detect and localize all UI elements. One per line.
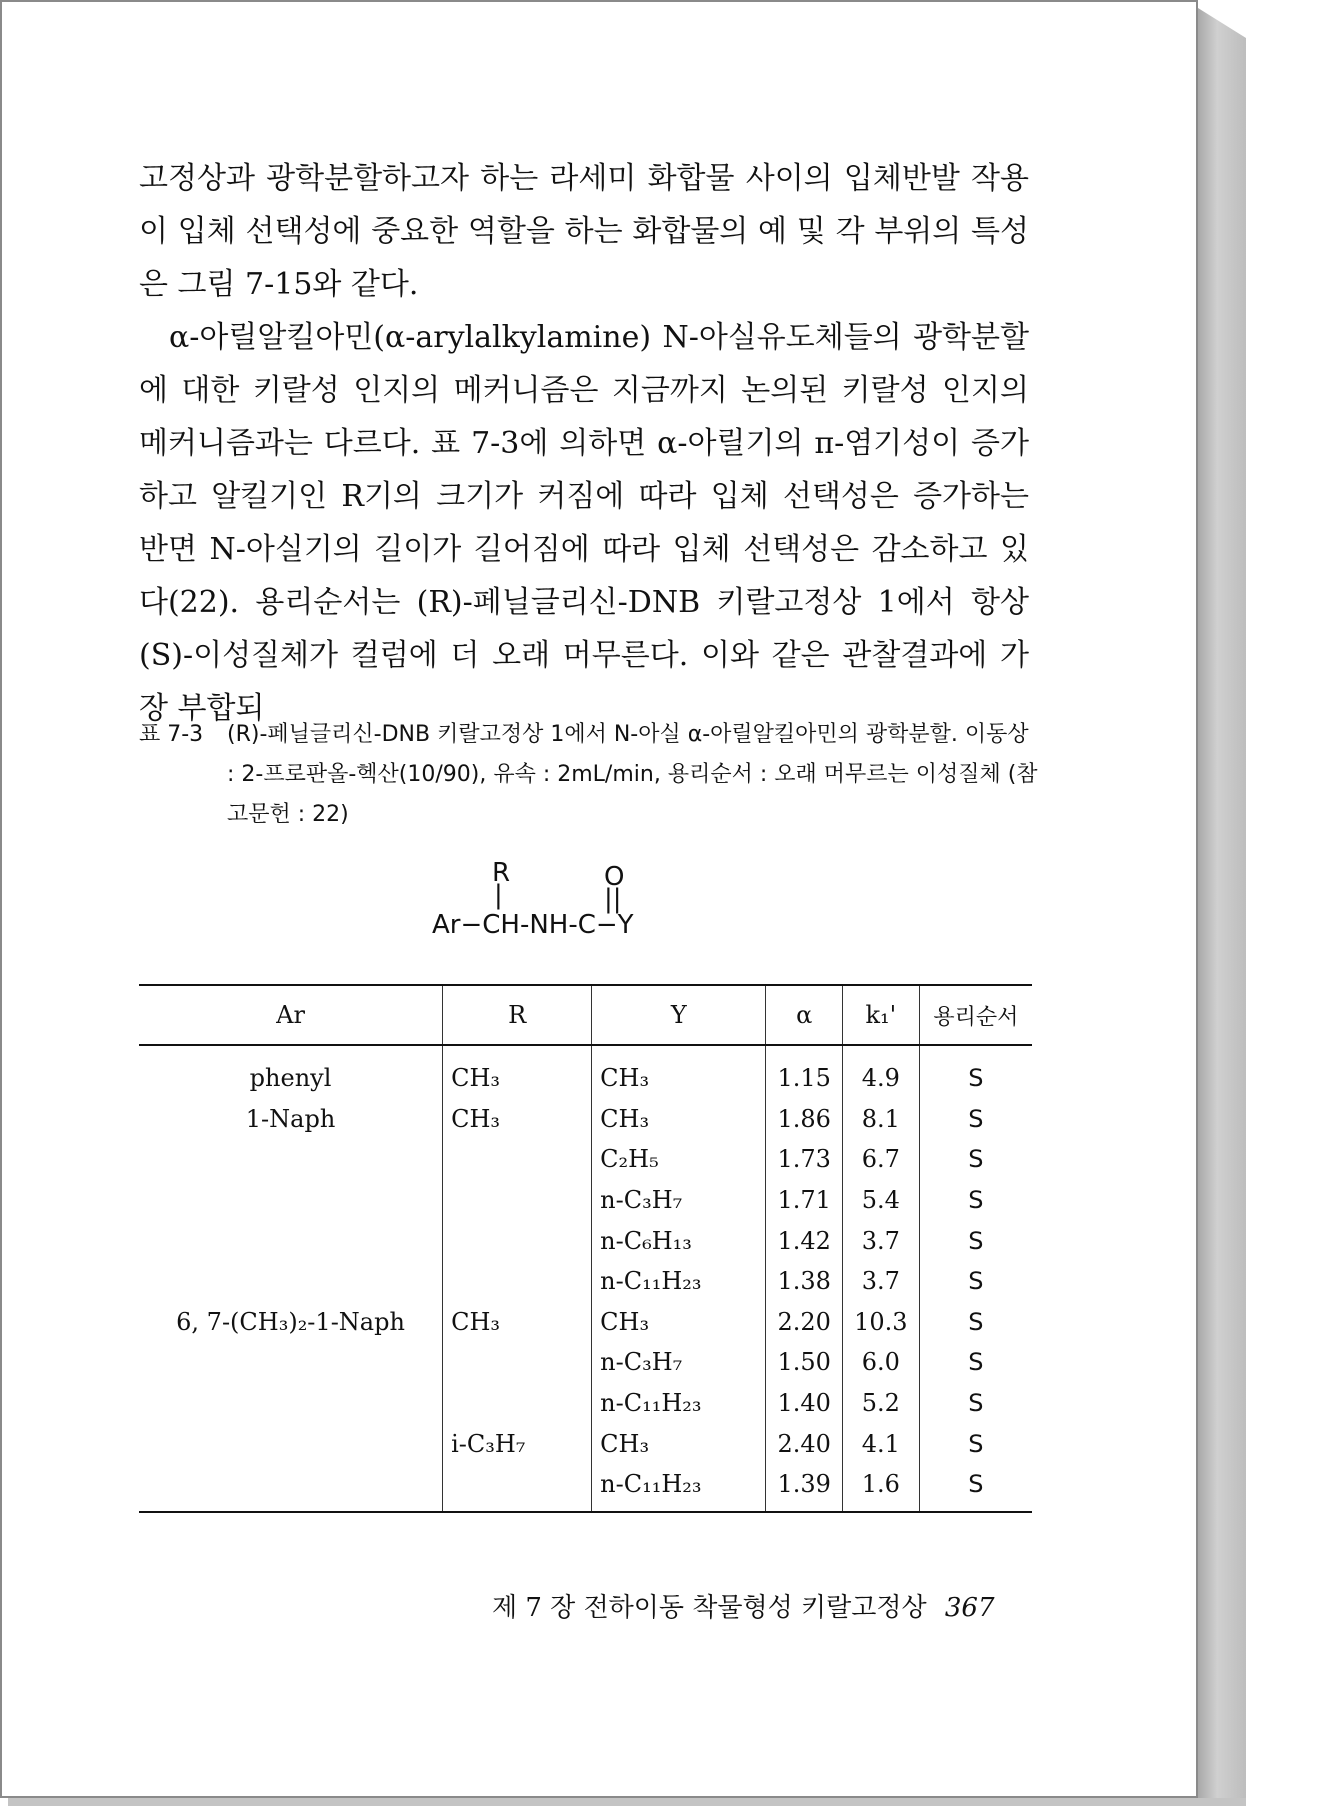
table-label: 표 7-3 xyxy=(139,722,204,747)
cell-y: n-C₆H₁₃ xyxy=(592,1220,766,1261)
cell-r: i-C₃H₇ xyxy=(443,1423,592,1464)
cell-alpha: 1.40 xyxy=(766,1383,843,1424)
cell-k1: 6.7 xyxy=(843,1139,920,1180)
structure-single-bond: | xyxy=(494,880,503,910)
cell-elution-order: S xyxy=(919,1261,1032,1302)
page-number: 367 xyxy=(944,1593,995,1623)
cell-alpha: 1.50 xyxy=(766,1342,843,1383)
structure-r-group: R xyxy=(492,858,511,888)
cell-y: CH₃ xyxy=(592,1099,766,1140)
cell-elution-order: S xyxy=(919,1423,1032,1464)
header-k1: k₁' xyxy=(843,985,920,1045)
cell-y: n-C₁₁H₂₃ xyxy=(592,1261,766,1302)
header-alpha: α xyxy=(766,985,843,1045)
caption-text: (R)-페닐글리신-DNB 키랄고정상 1에서 N-아실 α-아릴알킬아민의 광학분할. 이동상 : 2-프로판올-헥산(10/90), 유속 : 2mL/min, 용리순서 : 오래 머무르는 이성질체 (참고문헌 : 22) xyxy=(227,722,1038,827)
cell-y: C₂H₅ xyxy=(592,1139,766,1180)
paragraph-1: 고정상과 광학분할하고자 하는 라세미 화합물 사이의 입체반발 작용이 입체 선택성에 중요한 역할을 하는 화합물의 예 및 각 부위의 특성은 그림 7-15와 같다. xyxy=(139,161,1029,302)
cell-r: CH₃ xyxy=(443,1099,592,1140)
table-row xyxy=(139,1220,1032,1261)
cell-r xyxy=(443,1383,592,1424)
cell-alpha: 2.40 xyxy=(766,1423,843,1464)
cell-ar xyxy=(139,1342,443,1383)
cell-ar: phenyl xyxy=(249,1064,332,1093)
data-table xyxy=(139,984,1032,1513)
cell-y: CH₃ xyxy=(592,1045,766,1099)
cell-alpha: 1.42 xyxy=(766,1220,843,1261)
structure-double-bond: || xyxy=(604,884,622,914)
page-stack-edge xyxy=(1198,8,1246,1798)
header-elution-order: 용리순서 xyxy=(919,985,1032,1045)
table-caption xyxy=(139,715,1039,835)
table-header-row xyxy=(139,985,1032,1045)
cell-r xyxy=(443,1464,592,1512)
table-row xyxy=(139,1383,1032,1424)
cell-elution-order: S xyxy=(919,1045,1032,1099)
table-row xyxy=(139,1302,1032,1343)
cell-r xyxy=(443,1220,592,1261)
cell-y: CH₃ xyxy=(592,1302,766,1343)
body-text xyxy=(139,152,1029,735)
cell-alpha: 1.71 xyxy=(766,1180,843,1221)
page-footer xyxy=(492,1587,995,1624)
cell-r: CH₃ xyxy=(443,1045,592,1099)
cell-r xyxy=(443,1180,592,1221)
cell-k1: 3.7 xyxy=(843,1261,920,1302)
cell-k1: 10.3 xyxy=(843,1302,920,1343)
cell-r xyxy=(443,1261,592,1302)
cell-k1: 5.4 xyxy=(843,1180,920,1221)
chapter-title: 제 7 장 전하이동 착물형성 키랄고정상 xyxy=(492,1593,927,1623)
cell-r xyxy=(443,1139,592,1180)
table-row xyxy=(139,1261,1032,1302)
cell-alpha: 1.38 xyxy=(766,1261,843,1302)
chemical-structure xyxy=(432,860,692,960)
cell-k1: 3.7 xyxy=(843,1220,920,1261)
cell-elution-order: S xyxy=(919,1220,1032,1261)
cell-y: n-C₁₁H₂₃ xyxy=(592,1383,766,1424)
structure-oxygen: O xyxy=(604,862,625,892)
cell-k1: 4.1 xyxy=(843,1423,920,1464)
cell-ar xyxy=(139,1383,443,1424)
table-row xyxy=(139,1423,1032,1464)
cell-y: n-C₁₁H₂₃ xyxy=(592,1464,766,1512)
structure-chain: Ar−CH-NH-C−Y xyxy=(432,910,634,940)
table-row xyxy=(139,1342,1032,1383)
page-stack-shadow xyxy=(8,1798,1246,1806)
cell-alpha: 1.73 xyxy=(766,1139,843,1180)
cell-ar: 6, 7-(CH₃)₂-1-Naph xyxy=(176,1307,405,1336)
cell-alpha: 1.86 xyxy=(766,1099,843,1140)
cell-k1: 5.2 xyxy=(843,1383,920,1424)
cell-ar xyxy=(139,1464,443,1512)
cell-k1: 4.9 xyxy=(843,1045,920,1099)
cell-ar xyxy=(139,1220,443,1261)
table-row xyxy=(139,1099,1032,1140)
table-row xyxy=(139,1045,1032,1099)
paragraph-2: α-아릴알킬아민(α-arylalkylamine) N-아실유도체들의 광학분할에 대한 키랄성 인지의 메커니즘은 지금까지 논의된 키랄성 인지의 메커니즘과는 다르다. 표 7-3에 의하면 α-아릴기의 π-염기성이 증가하고 알킬기인 R기의 크기가 커짐에 따라 입체 선택성은 증가하는 반면 N-아실기의 길이가 길어짐에 따라 입체 선택성은 감소하고 있다(22). 용리순서는 (R)-페닐글리신-DNB 키랄고정상 1에서 항상 (S)-이성질체가 컬럼에 더 오래 머무른다. 이와 같은 관찰결과에 가장 부합되 xyxy=(139,320,1029,726)
table-row xyxy=(139,1139,1032,1180)
cell-k1: 6.0 xyxy=(843,1342,920,1383)
cell-ar xyxy=(139,1423,443,1464)
cell-y: CH₃ xyxy=(592,1423,766,1464)
cell-ar: 1-Naph xyxy=(245,1104,336,1133)
table-row xyxy=(139,1180,1032,1221)
table-row xyxy=(139,1464,1032,1512)
cell-elution-order: S xyxy=(919,1383,1032,1424)
cell-elution-order: S xyxy=(919,1139,1032,1180)
cell-elution-order: S xyxy=(919,1099,1032,1140)
header-y: Y xyxy=(592,985,766,1045)
cell-ar xyxy=(139,1180,443,1221)
cell-elution-order: S xyxy=(919,1342,1032,1383)
cell-y: n-C₃H₇ xyxy=(592,1180,766,1221)
cell-r xyxy=(443,1342,592,1383)
cell-ar xyxy=(139,1139,443,1180)
cell-alpha: 1.15 xyxy=(766,1045,843,1099)
cell-k1: 1.6 xyxy=(843,1464,920,1512)
cell-elution-order: S xyxy=(919,1302,1032,1343)
cell-y: n-C₃H₇ xyxy=(592,1342,766,1383)
cell-alpha: 2.20 xyxy=(766,1302,843,1343)
cell-ar xyxy=(139,1261,443,1302)
cell-alpha: 1.39 xyxy=(766,1464,843,1512)
cell-elution-order: S xyxy=(919,1180,1032,1221)
header-ar: Ar xyxy=(139,985,443,1045)
cell-r: CH₃ xyxy=(443,1302,592,1343)
cell-k1: 8.1 xyxy=(843,1099,920,1140)
header-r: R xyxy=(443,985,592,1045)
cell-elution-order: S xyxy=(919,1464,1032,1512)
